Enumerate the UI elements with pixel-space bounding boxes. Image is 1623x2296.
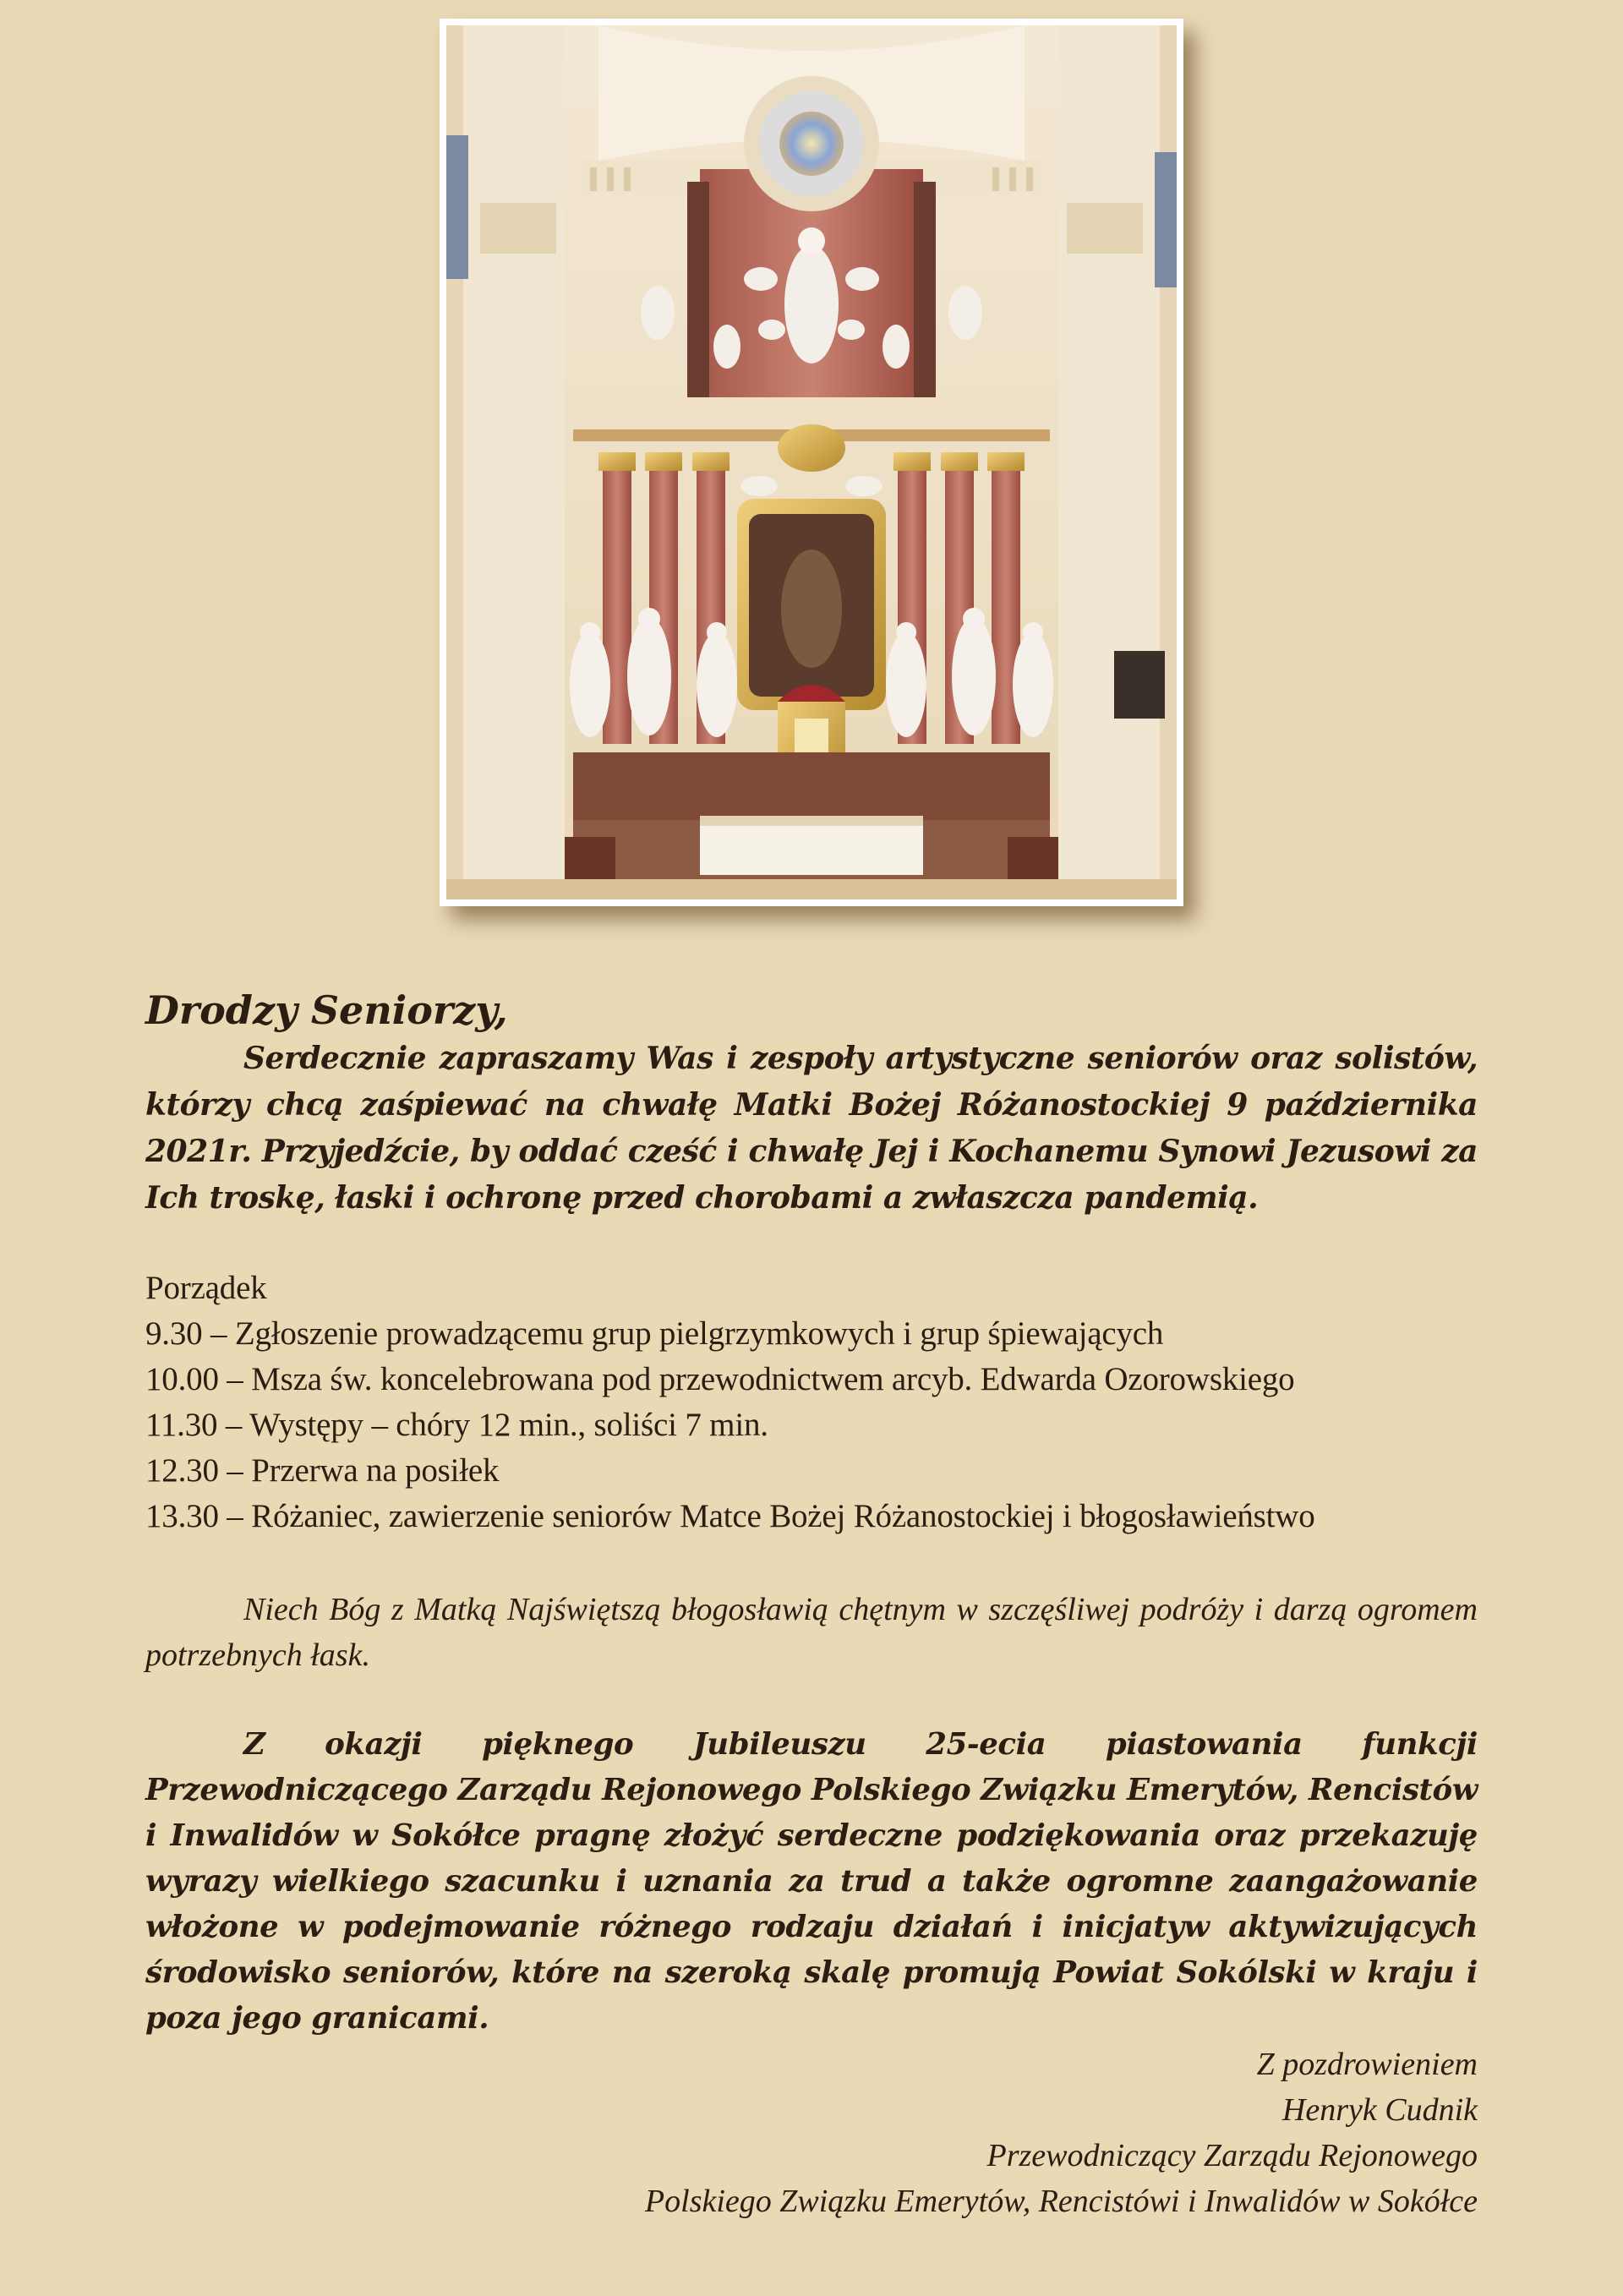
signature-block xyxy=(145,2042,1478,2224)
invitation-paragraph: Serdecznie zapraszamy Was i zespoły artystyczne seniorów oraz solistów, którzy chcą zaśpiewać na chwałę Matki Bożej Różanostockiej 9 października 2021r. Przyjedźcie, by oddać cześć i chwałę Jej i Kochanemu Synowi Jezusowi za Ich troskę, łaski i ochronę przed chorobami a zwłaszcza pandemią. xyxy=(145,1041,1478,1216)
jubilee-paragraph: Z okazji pięknego Jubileuszu 25-ecia piastowania funkcji Przewodniczącego Zarządu Rejonowego Polskiego Związku Emerytów, Rencistów i Inwalidów w Sokółce pragnę złożyć serdeczne podziękowania oraz przekazuję wyrazy wielkiego szacunku i uznania za trud a także ogromne zaangażowanie włożone w podejmowanie różnego rodzaju działań i inicjatyw aktywizujących środowisko seniorów, które na szeroką skalę promują Powiat Sokólski w kraju i poza jego granicami. xyxy=(145,1727,1478,2036)
signature-closing: Z pozdrowieniem xyxy=(1256,2047,1478,2082)
blessing-paragraph: Niech Bóg z Matką Najświętszą błogosławią chętnym w szczęśliwej podróży i darzą ogromem potrzebnych łask. xyxy=(145,1592,1478,1673)
schedule-item: 11.30 – Występy – chóry 12 min., soliści 7 min. xyxy=(145,1407,768,1443)
schedule-item: 10.00 – Msza św. koncelebrowana pod przewodnictwem arcyb. Edwarda Ozorowskiego xyxy=(145,1361,1295,1397)
altar-photo xyxy=(446,25,1177,899)
schedule-item: 13.30 – Różaniec, zawierzenie seniorów Matce Bożej Różanostockiej i błogosławieństwo xyxy=(145,1498,1315,1534)
altar-illustration xyxy=(446,25,1177,899)
schedule-item: 9.30 – Zgłoszenie prowadzącemu grup pielgrzymkowych i grup śpiewających xyxy=(145,1315,1164,1352)
photo-frame xyxy=(440,19,1183,906)
signature-organization: Polskiego Związku Emerytów, Rencistówi i Inwalidów w Sokółce xyxy=(644,2184,1478,2219)
letter-text xyxy=(145,985,1478,2224)
signature-role: Przewodniczący Zarządu Rejonowego xyxy=(986,2138,1478,2173)
schedule xyxy=(145,1266,1478,1539)
schedule-title: Porządek xyxy=(145,1270,267,1306)
greeting: Drodzy Seniorzy, xyxy=(145,987,508,1033)
schedule-item: 12.30 – Przerwa na posiłek xyxy=(145,1452,500,1489)
signature-name: Henryk Cudnik xyxy=(1281,2092,1478,2128)
